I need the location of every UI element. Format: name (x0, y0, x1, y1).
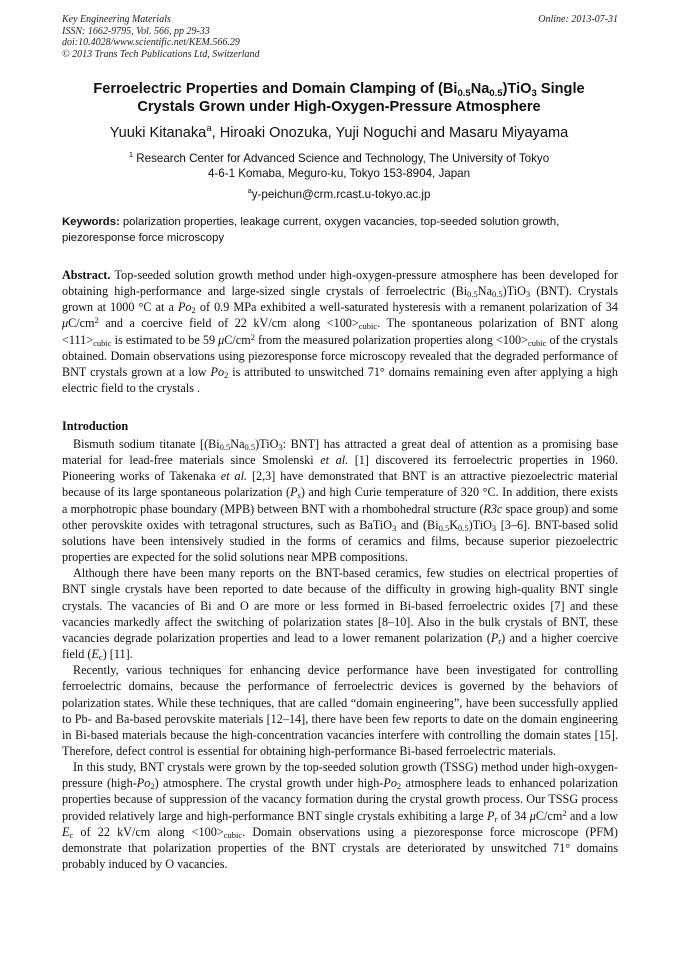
intro-paragraph-4: In this study, BNT crystals were grown by the top-seeded solution growth (TSSG) method under high-oxygen-pressure $(high-Po_2)$ atmosphere. The crystal growth under high-$Po_2$ atmosphere leads to enhanced polarization properties because of suppression of the vacancy formation during the crystal growth process. Our TSSG process provided relatively large and high-performance BNT single crystals exhibiting a large $P_r$ of 34 $\mu C/cm^2$ and a low $E_c$ of 22 kV/cm along $<100>_{cubic}$. Domain observations using a piezoresponse force microscope (PFM) demonstrate that polarization properties of the BNT crystals are deteriorated by unswitched 71° domains probably induced by O vacancies. (62, 760, 619, 872)
journal-name: Key Engineering Materials (62, 14, 171, 25)
online-date: Online: 2013-07-31 (538, 14, 618, 25)
keywords: Keywords: polarization properties, leakage current, oxygen vacancies, top-seeded solution growth, piezoresponse force microscopy (62, 216, 560, 244)
issn-line: ISSN: 1662-9795, Vol. 566, pp 29-33 (62, 25, 210, 37)
intro-paragraph-1: Bismuth sodium titanate [$(Bi_{0.5}Na_{0.5})TiO_3$: BNT] has attracted a great deal of attention as a promising base material for lead-free materials since Smolenski et al. [1] discovered its ferroelectric properties in 1960. Pioneering works of Takenaka et al. [2,3] have demonstrated that BNT is an attractive piezoelectric material because of its large spontaneous polarization $(P_s)$ and high Curie temperature of 320 °C. In addition, there exists a morphotropic phase boundary (MPB) between BNT with a rhombohedral structure (R3c space group) and some other perovskite oxides with tetragonal structures, such as BaTiO$_3$ and $(Bi_{0.5}K_{0.5})TiO_3$ [3–6]. BNT-based solid solutions have been intensively studied in the forms of ceramics and films, because superior piezoelectric properties are expected for the solid solutions near MPB compositions. (62, 437, 619, 565)
section-heading-introduction: Introduction (62, 419, 129, 433)
author-list: Yuuki Kitanaka$^a$, Hiroaki Onozuka, Yuji Noguchi and Masaru Miyayama (109, 123, 569, 141)
affiliation: $^1$ Research Center for Advanced Science and Technology, The University of Tokyo 4-6-1 Komaba, Meguro-ku, Tokyo 153-8904, Japan (128, 150, 550, 180)
abstract: Abstract. Top-seeded solution growth method under high-oxygen-pressure atmosphere has been developed for obtaining high-performance and large-sized single crystals of ferroelectric $(Bi_{0.5}Na_{0.5})TiO_3$ (BNT). Crystals grown at 1000 °C at a $Po_2$ of 0.9 MPa exhibited a well-saturated hysteresis with a remanent polarization of 34 $\mu C/cm^2$ and a coercive field of 22 kV/cm along $<100>_{cubic}$. The spontaneous polarization of BNT along $<111>_{cubic}$ is estimated to be 59 $\mu C/cm^2$ from the measured polarization properties along $<100>_{cubic}$ of the crystals obtained. Domain observations using piezoresponse force microscopy revealed that the degraded performance of BNT crystals grown at a low $Po_2$ is attributed to unswitched 71° domains remaining even after applying a high electric field to the crystals . (62, 268, 618, 396)
paper-title: Ferroelectric Properties and Domain Clamping of $(Bi_{0.5}Na_{0.5})TiO_3$ Single Crystals Grown under High-Oxygen-Pressure Atmosphere (93, 81, 585, 115)
journal-header (62, 14, 618, 60)
intro-paragraph-2: Although there have been many reports on the BNT-based ceramics, few studies on electrical properties of BNT single crystals have been reported to date because of the difficulty in growing high-quality BNT single crystals. The vacancies of Bi and O are more or less formed in Bi-based ferroelectric oxides [7] and these vacancies markedly affect the switching of polarization states [8–10]. Also in the bulk crystals of BNT, these vacancies degrade polarization properties and lead to a lower remanent polarization $(P_r)$ and a higher coercive field $(E_c)$ [11]. (62, 566, 618, 663)
intro-paragraph-3: Recently, various techniques for enhancing device performance have been investigated for controlling ferroelectric domains, because the performance of ferroelectric devices is governed by the behaviors of polarization states. While these techniques, that are called “domain engineering”, have been successfully applied to Pb- and Ba-based perovskite materials [12–14], there have been few reports to date on the domain engineering in Bi-based materials because the high-concentration vacancies interfere with controlling the domain states [15]. Therefore, defect control is essential for obtaining high-performance Bi-based ferroelectric materials. (62, 663, 618, 758)
copyright-line: © 2013 Trans Tech Publications Ltd, Switzerland (62, 48, 260, 60)
doi-line[interactable]: doi:10.4028/www.scientific.net/KEM.566.29 (62, 37, 240, 49)
author-email[interactable]: $^a$y-peichun@crm.rcast.u-tokyo.ac.jp (247, 186, 431, 201)
introduction-body (62, 436, 618, 872)
